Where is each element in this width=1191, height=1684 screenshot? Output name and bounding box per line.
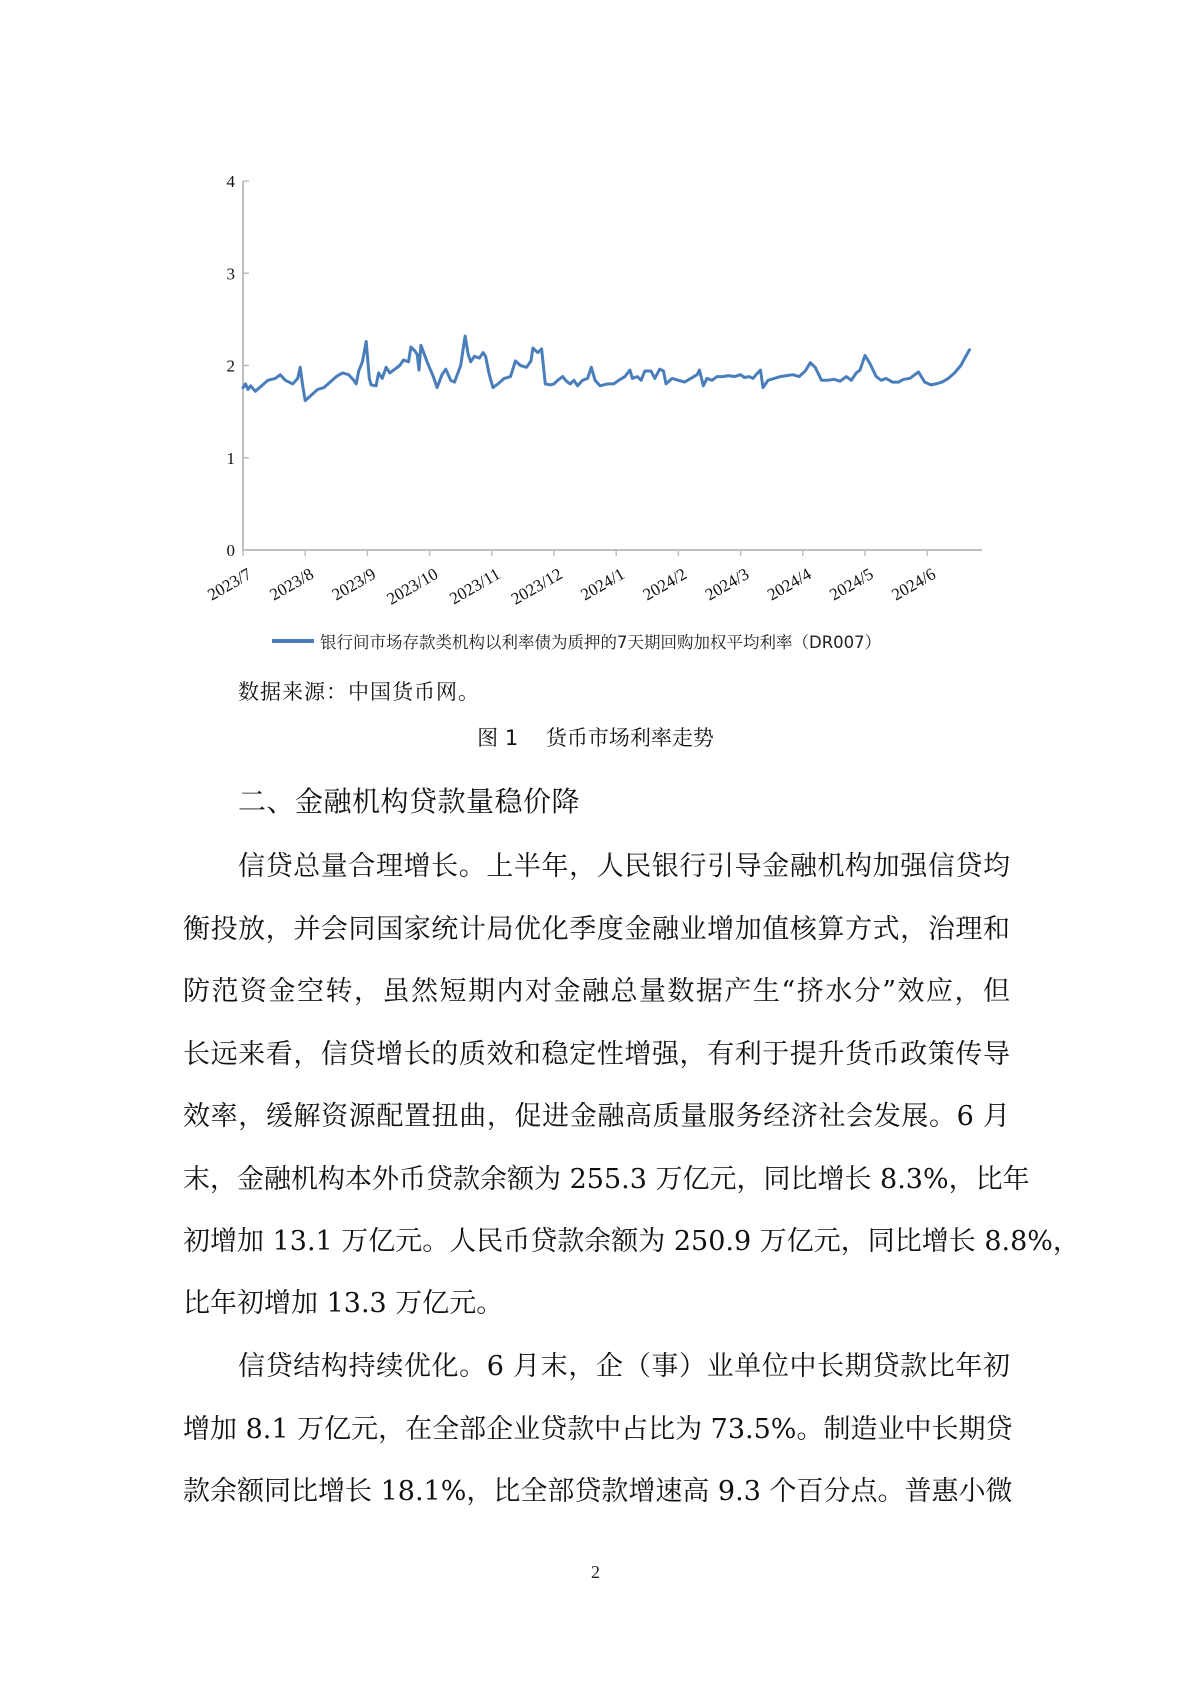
y-tick-label: 3 bbox=[226, 264, 235, 284]
figure-caption: 图 1 货币市场利率走势 bbox=[477, 726, 714, 750]
dr007-series-line bbox=[243, 336, 970, 401]
legend-line-swatch-icon bbox=[272, 639, 314, 643]
x-axis bbox=[204, 550, 982, 609]
paragraph-1-line-6: 末，金融机构本外币贷款余额为 255.3 万亿元，同比增长 8.3%，比年 bbox=[183, 1164, 1030, 1195]
legend-label: 银行间市场存款类机构以利率债为质押的7天期回购加权平均利率（DR007） bbox=[320, 633, 882, 652]
chart-legend bbox=[272, 628, 881, 654]
x-tick-label: 2023/10 bbox=[383, 564, 442, 609]
x-tick-label: 2024/1 bbox=[577, 564, 628, 605]
y-tick-label: 0 bbox=[226, 541, 235, 560]
y-tick-label: 4 bbox=[226, 172, 235, 191]
section-heading: 二、金融机构贷款量稳价降 bbox=[238, 785, 581, 818]
x-tick-label: 2023/12 bbox=[507, 564, 566, 609]
x-tick-label: 2024/2 bbox=[639, 564, 691, 605]
y-tick-label: 2 bbox=[226, 356, 235, 376]
x-tick-label: 2023/9 bbox=[328, 564, 380, 605]
paragraph-1-line-2: 衡投放，并会同国家统计局优化季度金融业增加值核算方式，治理和 bbox=[183, 914, 1010, 945]
paragraph-1-line-7: 初增加 13.1 万亿元。人民币贷款余额为 250.9 万亿元，同比增长 8.8%， bbox=[183, 1226, 1080, 1257]
paragraph-1-line-8: 比年初增加 13.3 万亿元。 bbox=[183, 1288, 504, 1319]
x-tick-label: 2024/4 bbox=[764, 564, 815, 605]
x-tick-label: 2023/11 bbox=[446, 564, 504, 609]
paragraph-2-line-3: 款余额同比增长 18.1%，比全部贷款增速高 9.3 个百分点。普惠小微 bbox=[183, 1476, 1013, 1507]
x-tick-label: 2024/6 bbox=[888, 564, 939, 605]
x-tick-label: 2023/8 bbox=[266, 564, 317, 605]
x-tick-label: 2024/3 bbox=[701, 564, 753, 605]
paragraph-1-line-3: 防范资金空转，虽然短期内对金融总量数据产生“挤水分”效应，但 bbox=[183, 976, 1010, 1007]
data-source-note: 数据来源：中国货币网。 bbox=[238, 680, 480, 704]
x-tick-label: 2024/5 bbox=[826, 564, 877, 605]
y-axis bbox=[227, 172, 250, 560]
y-tick-label: 1 bbox=[226, 448, 235, 468]
page-number: 2 bbox=[591, 1562, 600, 1582]
paragraph-2-line-1: 信贷结构持续优化。6 月末，企（事）业单位中长期贷款比年初 bbox=[238, 1351, 1010, 1382]
paragraph-1-line-4: 长远来看，信贷增长的质效和稳定性增强，有利于提升货币政策传导 bbox=[183, 1039, 1010, 1070]
x-tick-label: 2023/7 bbox=[204, 564, 255, 605]
paragraph-2-line-2: 增加 8.1 万亿元，在全部企业贷款中占比为 73.5%。制造业中长期贷 bbox=[183, 1414, 1013, 1445]
paragraph-1-line-1: 信贷总量合理增长。上半年，人民银行引导金融机构加强信贷均 bbox=[238, 851, 1010, 882]
paragraph-1-line-5: 效率，缓解资源配置扭曲，促进金融高质量服务经济社会发展。6 月 bbox=[183, 1101, 1010, 1132]
dr007-line-chart bbox=[0, 0, 1191, 620]
